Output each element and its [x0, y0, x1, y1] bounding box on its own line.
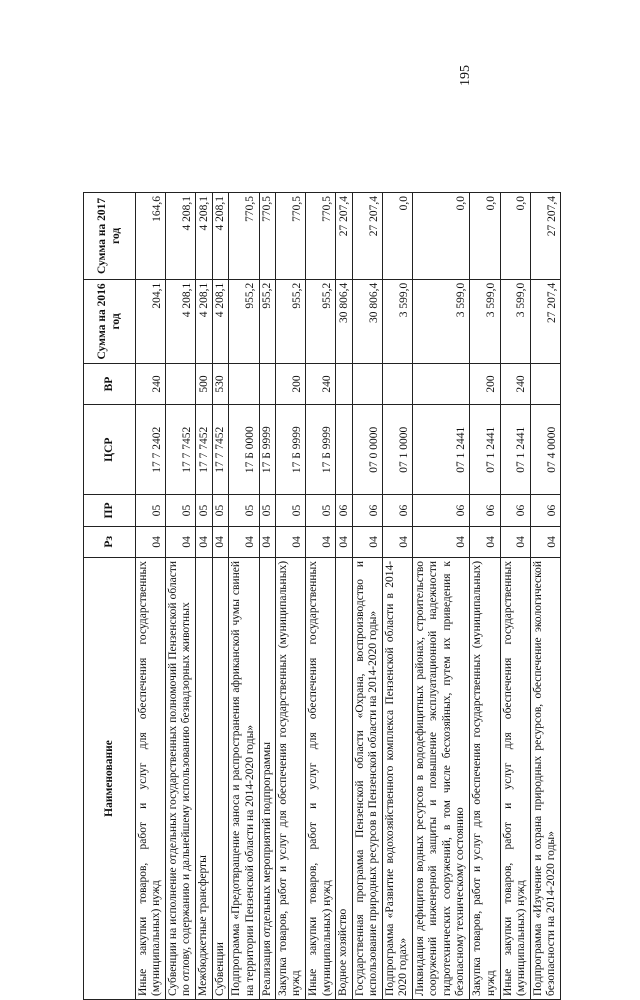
- cell-name: Закупка товаров, работ и услуг для обеспечения государственных (муниципальных) нужд: [470, 557, 500, 999]
- cell-sum-2017: 0,0: [470, 193, 500, 280]
- cell-vr: [353, 364, 383, 405]
- cell-csr: 07 4 0000: [530, 405, 560, 495]
- table-row: [259, 193, 276, 1000]
- cell-sum-2017: 770,5: [276, 193, 306, 280]
- cell-name: Иные закупки товаров, работ и услуг для обеспечения государственных (муниципальных) нужд: [136, 557, 166, 999]
- cell-pr: 06: [383, 495, 413, 526]
- header-rz: Рз: [84, 526, 136, 557]
- cell-vr: 530: [212, 364, 229, 405]
- cell-csr: 17 Б 0000: [229, 405, 259, 495]
- cell-pr: 05: [136, 495, 166, 526]
- cell-rz: 04: [470, 526, 500, 557]
- cell-name: Иные закупки товаров, работ и услуг для обеспечения государственных (муниципальных) нужд: [500, 557, 530, 999]
- table-row: [166, 193, 196, 1000]
- cell-name: Водное хозяйство: [336, 557, 353, 999]
- cell-name: Подпрограмма «Изучение и охрана природных ресурсов, обеспечение экологической безопасности на 2014-2020 годы»: [530, 557, 560, 999]
- cell-sum-2017: 27 207,4: [353, 193, 383, 280]
- cell-sum-2016: 4 208,1: [166, 279, 196, 363]
- cell-sum-2016: 27 207,4: [530, 279, 560, 363]
- cell-name: Подпрограмма «Предотвращение заноса и распространения африканской чумы свиней на территории Пензенской области на 2014-2020 годы»: [229, 557, 259, 999]
- cell-name: Закупка товаров, работ и услуг для обеспечения государственных (муниципальных) нужд: [276, 557, 306, 999]
- cell-csr: 17 Б 9999: [259, 405, 276, 495]
- cell-vr: 200: [470, 364, 500, 405]
- cell-sum-2017: 770,5: [306, 193, 336, 280]
- cell-pr: 05: [276, 495, 306, 526]
- table-header-row: [84, 193, 136, 1000]
- table-row: [336, 193, 353, 1000]
- cell-sum-2016: 955,2: [259, 279, 276, 363]
- cell-rz: 04: [259, 526, 276, 557]
- cell-vr: [383, 364, 413, 405]
- cell-rz: 04: [196, 526, 213, 557]
- cell-sum-2016: 4 208,1: [196, 279, 213, 363]
- cell-sum-2017: 4 208,1: [166, 193, 196, 280]
- cell-vr: [259, 364, 276, 405]
- cell-pr: 05: [229, 495, 259, 526]
- cell-sum-2016: 955,2: [229, 279, 259, 363]
- cell-pr: 05: [212, 495, 229, 526]
- cell-vr: [413, 364, 470, 405]
- cell-sum-2017: 0,0: [413, 193, 470, 280]
- cell-csr: 17 Б 9999: [276, 405, 306, 495]
- header-pr: ПР: [84, 495, 136, 526]
- cell-vr: 240: [306, 364, 336, 405]
- cell-rz: 04: [336, 526, 353, 557]
- cell-vr: 240: [500, 364, 530, 405]
- cell-sum-2016: 3 599,0: [500, 279, 530, 363]
- cell-sum-2016: 955,2: [276, 279, 306, 363]
- cell-csr: [336, 405, 353, 495]
- cell-csr: 07 1 2441: [470, 405, 500, 495]
- cell-csr: 07 1 0000: [383, 405, 413, 495]
- cell-csr: 17 Б 9999: [306, 405, 336, 495]
- cell-csr: 07 0 0000: [353, 405, 383, 495]
- cell-sum-2016: 3 599,0: [413, 279, 470, 363]
- cell-name: Межбюджетные трансферты: [196, 557, 213, 999]
- cell-vr: 200: [276, 364, 306, 405]
- cell-name: Реализация отдельных мероприятий подпрограммы: [259, 557, 276, 999]
- cell-pr: 06: [336, 495, 353, 526]
- cell-pr: 05: [196, 495, 213, 526]
- cell-pr: 05: [166, 495, 196, 526]
- table-row: [530, 193, 560, 1000]
- budget-table-container: [83, 192, 561, 1000]
- header-sum-2016: Сумма на 2016 год: [84, 279, 136, 363]
- cell-sum-2016: 30 806,4: [336, 279, 353, 363]
- cell-csr: 17 7 2402: [136, 405, 166, 495]
- cell-vr: [530, 364, 560, 405]
- cell-vr: [336, 364, 353, 405]
- budget-table: [83, 192, 561, 1000]
- cell-sum-2017: 27 207,4: [530, 193, 560, 280]
- table-row: [276, 193, 306, 1000]
- cell-csr: 17 7 7452: [166, 405, 196, 495]
- cell-name: Ликвидация дефицитов водных ресурсов в вододефицитных районах, строительство сооружений инженерной защиты и повышение эксплуатационной надежности гидротехнических сооружений, в том числе бесхозяйных, путем их приведения к безопасному техническому состоянию: [413, 557, 470, 999]
- cell-csr: 17 7 7452: [212, 405, 229, 495]
- table-row: [212, 193, 229, 1000]
- table-row: [196, 193, 213, 1000]
- header-csr: ЦСР: [84, 405, 136, 495]
- header-sum-2017: Сумма на 2017 год: [84, 193, 136, 280]
- cell-sum-2016: 3 599,0: [383, 279, 413, 363]
- cell-sum-2017: 770,5: [259, 193, 276, 280]
- table-row: [229, 193, 259, 1000]
- header-name: Наименование: [84, 557, 136, 999]
- cell-pr: 05: [259, 495, 276, 526]
- cell-rz: 04: [500, 526, 530, 557]
- table-row: [136, 193, 166, 1000]
- cell-vr: 240: [136, 364, 166, 405]
- cell-sum-2016: 204,1: [136, 279, 166, 363]
- header-vr: ВР: [84, 364, 136, 405]
- cell-rz: 04: [136, 526, 166, 557]
- cell-rz: 04: [306, 526, 336, 557]
- cell-name: Государственная программа Пензенской области «Охрана, воспроизводство и использование природных ресурсов в Пензенской области на 2014-2020 годы»: [353, 557, 383, 999]
- table-row: [500, 193, 530, 1000]
- cell-sum-2016: 3 599,0: [470, 279, 500, 363]
- cell-csr: 07 1 2441: [500, 405, 530, 495]
- cell-rz: 04: [276, 526, 306, 557]
- cell-vr: [166, 364, 196, 405]
- cell-sum-2017: 0,0: [500, 193, 530, 280]
- cell-name: Субвенции на исполнение отдельных государственных полномочий Пензенской области по отлову, содержанию и дальнейшему использованию безнадзорных животных: [166, 557, 196, 999]
- cell-pr: 06: [353, 495, 383, 526]
- table-row: [470, 193, 500, 1000]
- cell-vr: 500: [196, 364, 213, 405]
- cell-sum-2017: 0,0: [383, 193, 413, 280]
- cell-pr: 06: [470, 495, 500, 526]
- cell-rz: 04: [413, 526, 470, 557]
- cell-pr: 06: [413, 495, 470, 526]
- cell-sum-2016: 30 806,4: [353, 279, 383, 363]
- cell-csr: 07 1 2441: [413, 405, 470, 495]
- cell-sum-2017: 164,6: [136, 193, 166, 280]
- cell-pr: 06: [530, 495, 560, 526]
- cell-name: Иные закупки товаров, работ и услуг для обеспечения государственных (муниципальных) нужд: [306, 557, 336, 999]
- cell-sum-2017: 4 208,1: [212, 193, 229, 280]
- cell-name: Подпрограмма «Развитие водохозяйственного комплекса Пензенской области в 2014-2020 годах»: [383, 557, 413, 999]
- cell-sum-2017: 4 208,1: [196, 193, 213, 280]
- table-row: [353, 193, 383, 1000]
- cell-sum-2017: 27 207,4: [336, 193, 353, 280]
- cell-rz: 04: [530, 526, 560, 557]
- cell-rz: 04: [166, 526, 196, 557]
- table-row: [306, 193, 336, 1000]
- cell-sum-2016: 4 208,1: [212, 279, 229, 363]
- cell-name: Субвенции: [212, 557, 229, 999]
- cell-rz: 04: [383, 526, 413, 557]
- table-row: [383, 193, 413, 1000]
- cell-vr: [229, 364, 259, 405]
- table-row: [413, 193, 470, 1000]
- cell-sum-2017: 770,5: [229, 193, 259, 280]
- cell-rz: 04: [353, 526, 383, 557]
- cell-pr: 06: [500, 495, 530, 526]
- cell-csr: 17 7 7452: [196, 405, 213, 495]
- page-number: 195: [458, 65, 473, 86]
- cell-sum-2016: 955,2: [306, 279, 336, 363]
- cell-rz: 04: [229, 526, 259, 557]
- cell-rz: 04: [212, 526, 229, 557]
- cell-pr: 05: [306, 495, 336, 526]
